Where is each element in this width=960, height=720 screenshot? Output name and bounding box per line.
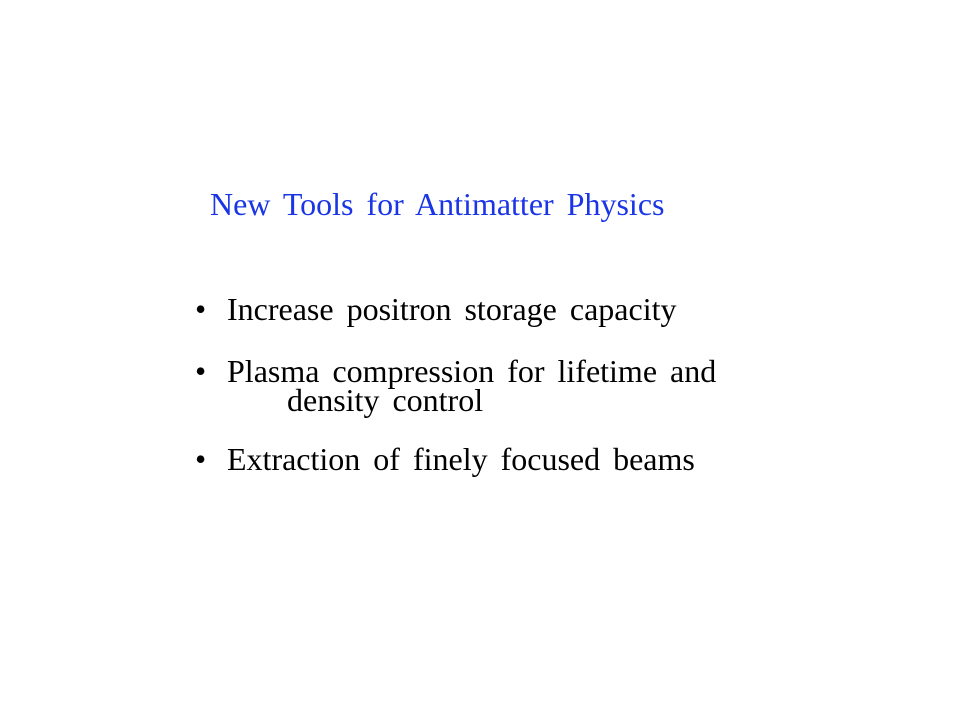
bullet-icon: • — [195, 441, 207, 477]
bullet-text — [227, 293, 895, 325]
bullet-item — [195, 293, 895, 325]
bullet-item — [195, 443, 895, 475]
bullet-line: Extraction of finely focused beams — [227, 441, 695, 477]
bullet-line: Increase positron storage capacity — [227, 291, 677, 327]
bullet-list — [195, 293, 895, 475]
bullet-line: Plasma compression for lifetime and — [227, 353, 717, 389]
bullet-text — [227, 443, 895, 475]
bullet-text — [227, 353, 895, 418]
bullet-continuation: density control — [287, 382, 484, 418]
bullet-item — [195, 353, 895, 418]
bullet-icon: • — [195, 353, 207, 389]
slide-title: New Tools for Antimatter Physics — [210, 186, 665, 222]
bullet-icon: • — [195, 291, 207, 327]
